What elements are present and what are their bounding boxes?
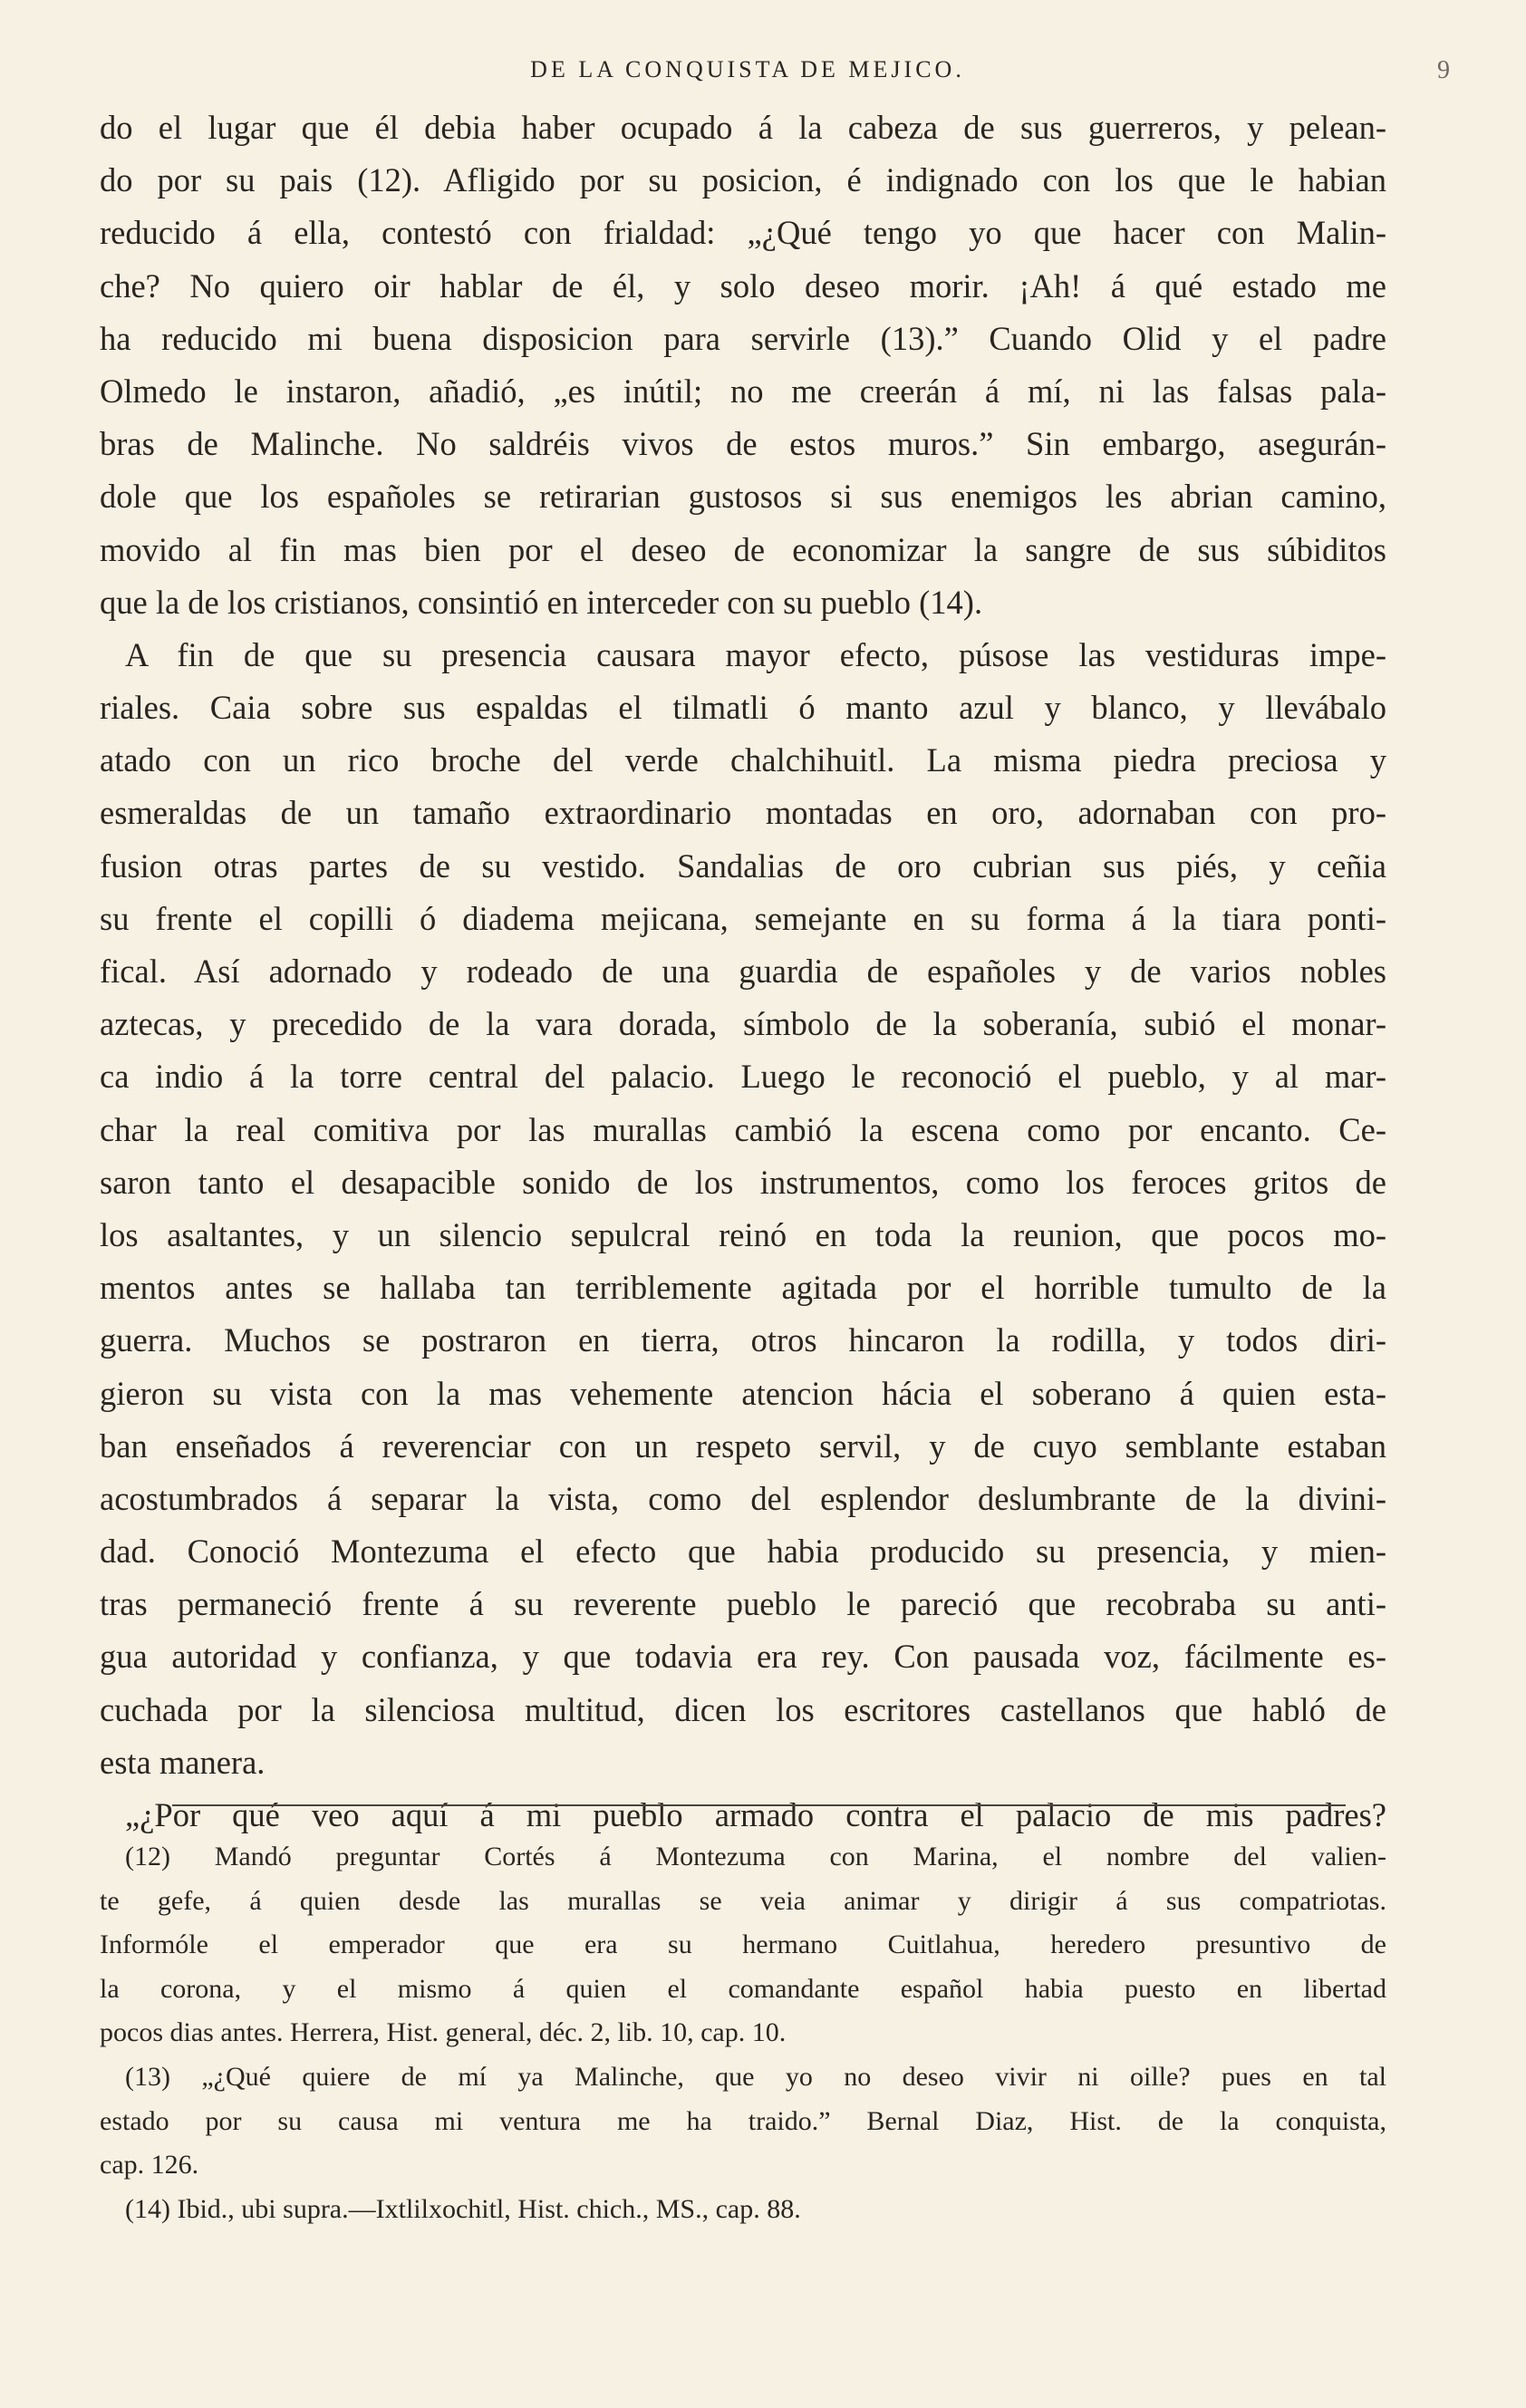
text-line: bras de Malinche. No saldréis vivos de estos muros.” Sin embargo, asegurán-	[100, 425, 1386, 463]
text-line: riales. Caia sobre sus espaldas el tilmatli ó manto azul y blanco, y llevábalo	[100, 689, 1386, 727]
text-line: do por su pais (12). Afligido por su posicion, é indignado con los que le habian	[100, 161, 1386, 199]
text-line: ha reducido mi buena disposicion para servirle (13).” Cuando Olid y el padre	[100, 319, 1386, 357]
text-line: acostumbrados á separar la vista, como del esplendor deslumbrante de la divini-	[100, 1479, 1386, 1517]
text-line: fusion otras partes de su vestido. Sandalias de oro cubrian sus piés, y ceñia	[100, 846, 1386, 885]
text-line: „¿Por qué veo aquí á mi pueblo armado contra el palacio de mis padres?	[125, 1796, 1386, 1833]
text-line: ban enseñados á reverenciar con un respeto servil, y de cuyo semblante estaban	[100, 1426, 1386, 1465]
text-line: atado con un rico broche del verde chalchihuitl. La misma piedra preciosa y	[100, 741, 1386, 779]
footnote-line: cap. 126.	[100, 2150, 199, 2181]
running-title: DE LA CONQUISTA DE MEJICO.	[530, 56, 965, 82]
text-line: que la de los cristianos, consintió en interceder con su pueblo (14).	[100, 583, 983, 621]
text-line: su frente el copilli ó diadema mejicana, semejante en su forma á la tiara ponti-	[100, 899, 1386, 937]
text-line: Olmedo le instaron, añadió, „es inútil; no me creerán á mí, ni las falsas pala-	[100, 372, 1386, 410]
body-text	[100, 102, 1386, 1842]
page-number: 9	[1437, 56, 1450, 84]
text-line: che? No quiero oir hablar de él, y solo deseo morir. ¡Ah! á qué estado me	[100, 266, 1386, 305]
text-line: los asaltantes, y un silencio sepulcral reinó en toda la reunion, que pocos mo-	[100, 1215, 1386, 1253]
text-line: ca indio á la torre central del palacio. Luego le reconoció el pueblo, y al mar-	[100, 1058, 1386, 1096]
text-line: do el lugar que él debia haber ocupado á la cabeza de sus guerreros, y pelean-	[100, 109, 1386, 146]
text-line: aztecas, y precedido de la vara dorada, símbolo de la soberanía, subió el monar-	[100, 1005, 1386, 1043]
footnote-line: (13) „¿Qué quiere de mí ya Malinche, que yo no deseo vivir ni oille? pues en tal	[125, 2061, 1386, 2092]
text-line: movido al fin mas bien por el deseo de economizar la sangre de sus súbiditos	[100, 530, 1386, 568]
text-line: tras permaneció frente á su reverente pueblo le pareció que recobraba su anti-	[100, 1585, 1386, 1623]
footnote-line: (14) Ibid., ubi supra.—Ixtlilxochitl, Hist. chich., MS., cap. 88.	[125, 2193, 801, 2224]
text-line: reducido á ella, contestó con frialdad: „¿Qué tengo yo que hacer con Malin-	[100, 214, 1386, 252]
text-line: gieron su vista con la mas vehemente atencion hácia el soberano á quien esta-	[100, 1374, 1386, 1412]
text-line: dole que los españoles se retirarian gustosos si sus enemigos les abrian camino,	[100, 478, 1386, 516]
text-line: dad. Conoció Montezuma el efecto que habia producido su presencia, y mien-	[100, 1533, 1386, 1571]
text-line: mentos antes se hallaba tan terriblemente agitada por el horrible tumulto de la	[100, 1269, 1386, 1307]
text-line: cuchada por la silenciosa multitud, dicen los escritores castellanos que habló de	[100, 1690, 1386, 1728]
footnote-line: la corona, y el mismo á quien el comandante español habia puesto en libertad	[100, 1973, 1386, 2004]
page-header	[0, 56, 1526, 92]
text-line: esmeraldas de un tamaño extraordinario montadas en oro, adornaban con pro-	[100, 794, 1386, 832]
footnote-line: Informóle el emperador que era su hermano Cuitlahua, heredero presuntivo de	[100, 1929, 1386, 1960]
text-line: A fin de que su presencia causara mayor efecto, púsose las vestiduras impe-	[125, 635, 1386, 673]
text-line: fical. Así adornado y rodeado de una guardia de españoles y de varios nobles	[100, 953, 1386, 990]
footnote-line: te gefe, á quien desde las murallas se veia animar y dirigir á sus compatriotas.	[100, 1885, 1386, 1916]
footnote-line: (12) Mandó preguntar Cortés á Montezuma con Marina, el nombre del valien-	[125, 1842, 1386, 1871]
text-line: esta manera.	[100, 1743, 266, 1781]
text-line: gua autoridad y confianza, y que todavia era rey. Con pausada voz, fácilmente es-	[100, 1638, 1386, 1676]
text-line: char la real comitiva por las murallas cambió la escena como por encanto. Ce-	[100, 1110, 1386, 1148]
footnote-line: estado por su causa mi ventura me ha traido.” Bernal Diaz, Hist. de la conquista,	[100, 2105, 1386, 2136]
footnote-divider	[172, 1804, 1346, 1806]
text-line: guerra. Muchos se postraron en tierra, otros hincaron la rodilla, y todos diri-	[100, 1321, 1386, 1359]
footnotes	[100, 1835, 1386, 2231]
footnote-line: pocos dias antes. Herrera, Hist. general, déc. 2, lib. 10, cap. 10.	[100, 2017, 787, 2048]
text-line: saron tanto el desapacible sonido de los instrumentos, como los feroces gritos de	[100, 1163, 1386, 1201]
